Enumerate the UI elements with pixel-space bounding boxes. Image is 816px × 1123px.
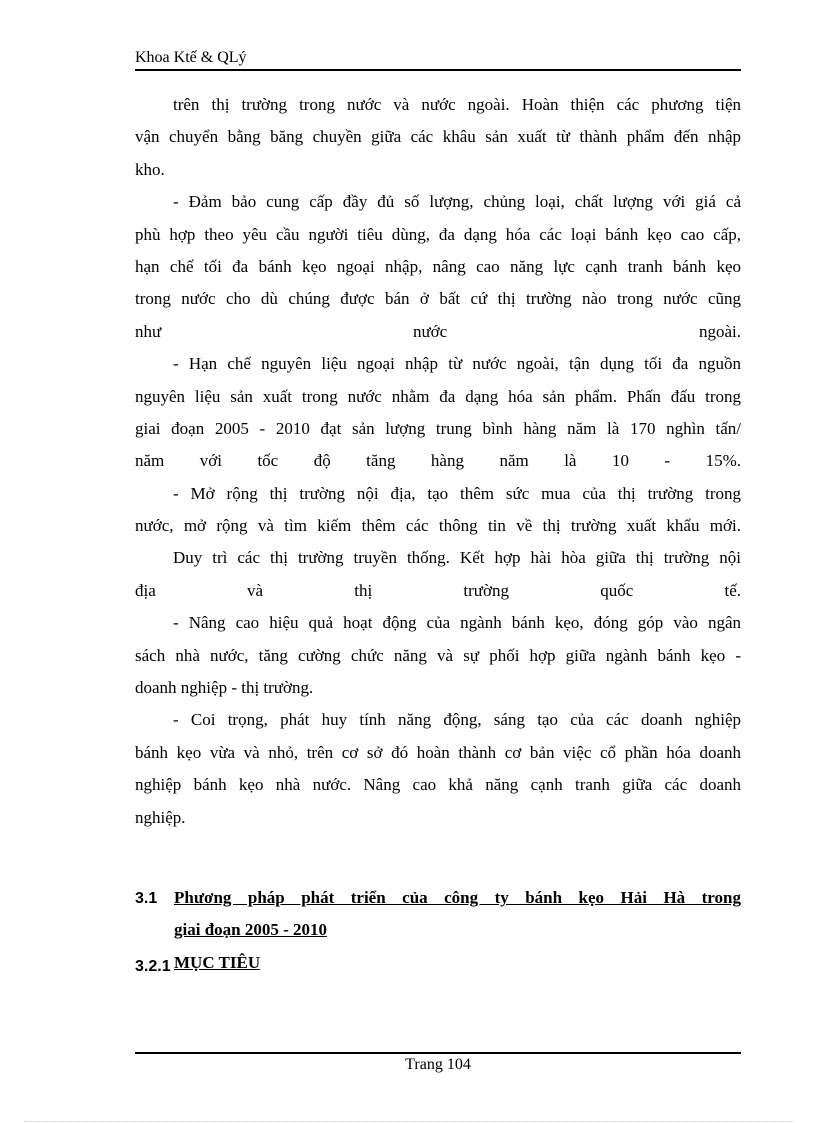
section-heading-3-2-1 — [135, 950, 741, 980]
section-title: MỤC TIÊU — [174, 953, 261, 972]
text-line: - Nâng cao hiệu quả hoạt động của ngành bánh kẹo, đóng góp vào ngân — [173, 613, 741, 633]
section-number: 3.1 — [135, 890, 158, 907]
text-line: giai đoạn 2005 - 2010 đạt sản lượng trung bình hàng năm là 170 nghìn tấn/ — [135, 418, 741, 438]
footer-divider — [135, 1052, 741, 1054]
page-edge — [24, 1121, 794, 1122]
text-line: Duy trì các thị trường truyền thống. Kết hợp hài hòa giữa thị trường nội — [173, 548, 741, 568]
text-line: vận chuyển bằng băng chuyền giữa các khâu sản xuất từ thành phẩm đến nhập — [135, 127, 741, 147]
text-line: - Mở rộng thị trường nội địa, tạo thêm sức mua của thị trường trong — [173, 483, 741, 503]
text-line: doanh nghiệp - thị trường. — [135, 678, 314, 698]
text-line: nguyên liệu sản xuất trong nước nhằm đa dạng hóa sản phẩm. Phấn đấu trong — [135, 386, 741, 406]
section-heading-3-1 — [135, 887, 741, 947]
text-line: phù hợp theo yêu cầu người tiêu dùng, đa dạng hóa các loại bánh kẹo cao cấp, — [135, 224, 741, 244]
page-number: Trang 104 — [405, 1056, 471, 1073]
text-line: - Coi trọng, phát huy tính năng động, sáng tạo của các doanh nghiệp — [173, 710, 741, 730]
section-title-line: giai đoạn 2005 - 2010 — [174, 920, 328, 939]
section-number: 3.2.1 — [135, 958, 171, 975]
body-text — [135, 89, 741, 834]
text-line: năm với tốc độ tăng hàng năm là 10 - 15%. — [135, 451, 741, 471]
header-divider — [135, 69, 741, 71]
text-line: trên thị trường trong nước và nước ngoài. Hoàn thiện các phương tiện — [173, 95, 741, 114]
text-line: - Đảm bảo cung cấp đầy đủ số lượng, chủng loại, chất lượng với giá cả — [173, 192, 741, 212]
text-line: địa và thị trường quốc tế. — [135, 580, 741, 600]
text-line: hạn chế tối đa bánh kẹo ngoại nhập, nâng cao năng lực cạnh tranh bánh kẹo — [135, 256, 741, 276]
text-line: nghiệp. — [135, 807, 186, 827]
text-line: trong nước cho dù chúng được bán ở bất cứ thị trường nào trong nước cũng — [135, 289, 741, 309]
text-line: - Hạn chế nguyên liệu ngoại nhập từ nước ngoài, tận dụng tối đa nguồn — [173, 354, 741, 374]
text-line: như nước ngoài. — [135, 321, 741, 341]
text-line: nghiệp bánh kẹo nhà nước. Nâng cao khả năng cạnh tranh giữa các doanh — [135, 775, 741, 795]
section-title-line: Phương pháp phát triển của công ty bánh kẹo Hải Hà trong — [174, 888, 741, 907]
page-header: Khoa Ktế & QLý — [135, 49, 247, 66]
text-line: bánh kẹo vừa và nhỏ, trên cơ sở đó hoàn thành cơ bản việc cổ phần hóa doanh — [135, 742, 741, 762]
text-line: sách nhà nước, tăng cường chức năng và sự phối hợp giữa ngành bánh kẹo - — [135, 645, 741, 665]
text-line: nước, mở rộng và tìm kiếm thêm các thông tin về thị trường xuất khẩu mới. — [135, 516, 741, 536]
text-line: kho. — [135, 159, 165, 179]
